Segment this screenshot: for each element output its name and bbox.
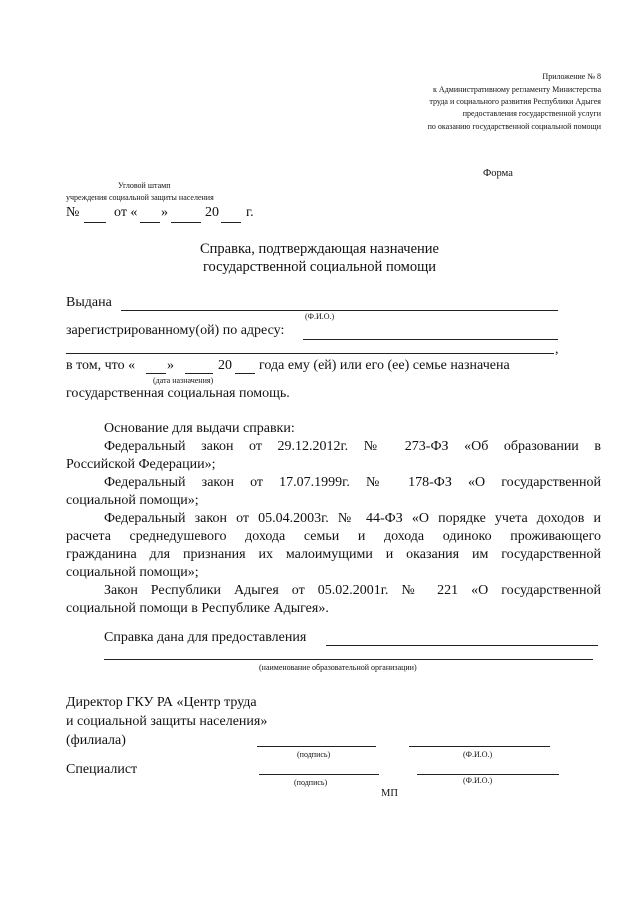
basis-law1-line1: Федеральный закон от 29.12.2012г. № 273-ФЗ «Об образовании в (104, 439, 601, 454)
basis-law3-line4: социальной помощи»; (66, 565, 199, 580)
fio-caption: (Ф.И.О.) (305, 312, 335, 321)
address-field-line-2 (66, 353, 554, 354)
basis-law3-line1: Федеральный закон от 05.04.2003г. № 44-ФЗ «О порядке учета доходов и (104, 511, 601, 526)
specialist-signature-caption: (подпись) (294, 778, 328, 787)
basis-law3-line3: гражданина для признания их малоимущими и оказания им государственной (66, 547, 601, 562)
form-label: Форма (483, 168, 513, 179)
address-field-line-1 (303, 339, 558, 340)
doc-year-suffix: г. (246, 205, 254, 220)
seal-place: МП (381, 788, 398, 799)
assignment-line2: государственная социальная помощь. (66, 386, 290, 401)
fio-field-line (121, 310, 558, 311)
doc-date-from: от « (114, 205, 138, 220)
address-comma: , (555, 342, 559, 357)
director-fio-caption: (Ф.И.О.) (463, 750, 493, 759)
director-line1: Директор ГКУ РА «Центр труда (66, 695, 257, 710)
address-label: зарегистрированному(ой) по адресу: (66, 323, 285, 338)
assignment-month-blank (185, 373, 213, 374)
director-signature-caption: (подпись) (297, 750, 331, 759)
provided-field-line-1 (326, 645, 598, 646)
doc-number-blank (84, 222, 106, 223)
doc-day-blank (140, 222, 160, 223)
basis-law2-line2: социальной помощи»; (66, 493, 199, 508)
basis-heading: Основание для выдачи справки: (104, 421, 295, 436)
doc-date-close-quote: » (161, 205, 168, 220)
doc-year-prefix: 20 (205, 205, 219, 220)
basis-law3-line2: расчета среднедушевого дохода семьи и дохода одиноко проживающего (66, 529, 601, 544)
specialist-signature-line (259, 774, 379, 775)
director-line3: (филиала) (66, 733, 126, 748)
director-fio-line (409, 746, 550, 747)
assignment-date-caption: (дата назначения) (153, 376, 214, 385)
provided-field-line-2 (104, 659, 593, 660)
doc-number-sign: № (66, 205, 80, 220)
provided-caption: (наименование образовательной организации) (259, 663, 417, 672)
corner-stamp-institution: учреждения социальной защиты населения (66, 193, 214, 202)
assignment-year-prefix: 20 (218, 358, 232, 373)
appendix-number: Приложение № 8 (542, 72, 601, 81)
basis-law1-line2: Российской Федерации»; (66, 457, 216, 472)
assignment-tail: года ему (ей) или его (ее) семье назначена (259, 358, 510, 373)
specialist-label: Специалист (66, 762, 138, 777)
doc-year-blank (221, 222, 241, 223)
assignment-day-blank (146, 373, 166, 374)
basis-law2-line1: Федеральный закон от 17.07.1999г. № 178-ФЗ «О государственной (104, 475, 601, 490)
appendix-assistance: по оказанию государственной социальной помощи (427, 122, 601, 131)
basis-law4-line2: социальной помощи в Республике Адыгея». (66, 601, 329, 616)
appendix-service: предоставления государственной услуги (462, 109, 601, 118)
specialist-fio-line (417, 774, 559, 775)
assignment-intro: в том, что « (66, 358, 136, 373)
provided-label: Справка дана для предоставления (104, 630, 307, 645)
director-line2: и социальной защиты населения» (66, 714, 268, 729)
specialist-fio-caption: (Ф.И.О.) (463, 776, 493, 785)
assignment-close-quote: » (167, 358, 174, 373)
issued-label: Выдана (66, 295, 112, 310)
document-title-line1: Справка, подтверждающая назначение (199, 241, 439, 257)
director-signature-line (257, 746, 376, 747)
basis-law4-line1: Закон Республики Адыгея от 05.02.2001г. № 221 «О государственной (104, 583, 601, 598)
document-title-line2: государственной социальной помощи (202, 259, 437, 275)
doc-month-blank (171, 222, 201, 223)
appendix-ministry: труда и социального развития Республики Адыгея (429, 97, 601, 106)
appendix-regulation: к Административному регламенту Министерства (433, 85, 601, 94)
assignment-year-blank (235, 373, 255, 374)
corner-stamp-label: Угловой штамп (118, 181, 171, 190)
